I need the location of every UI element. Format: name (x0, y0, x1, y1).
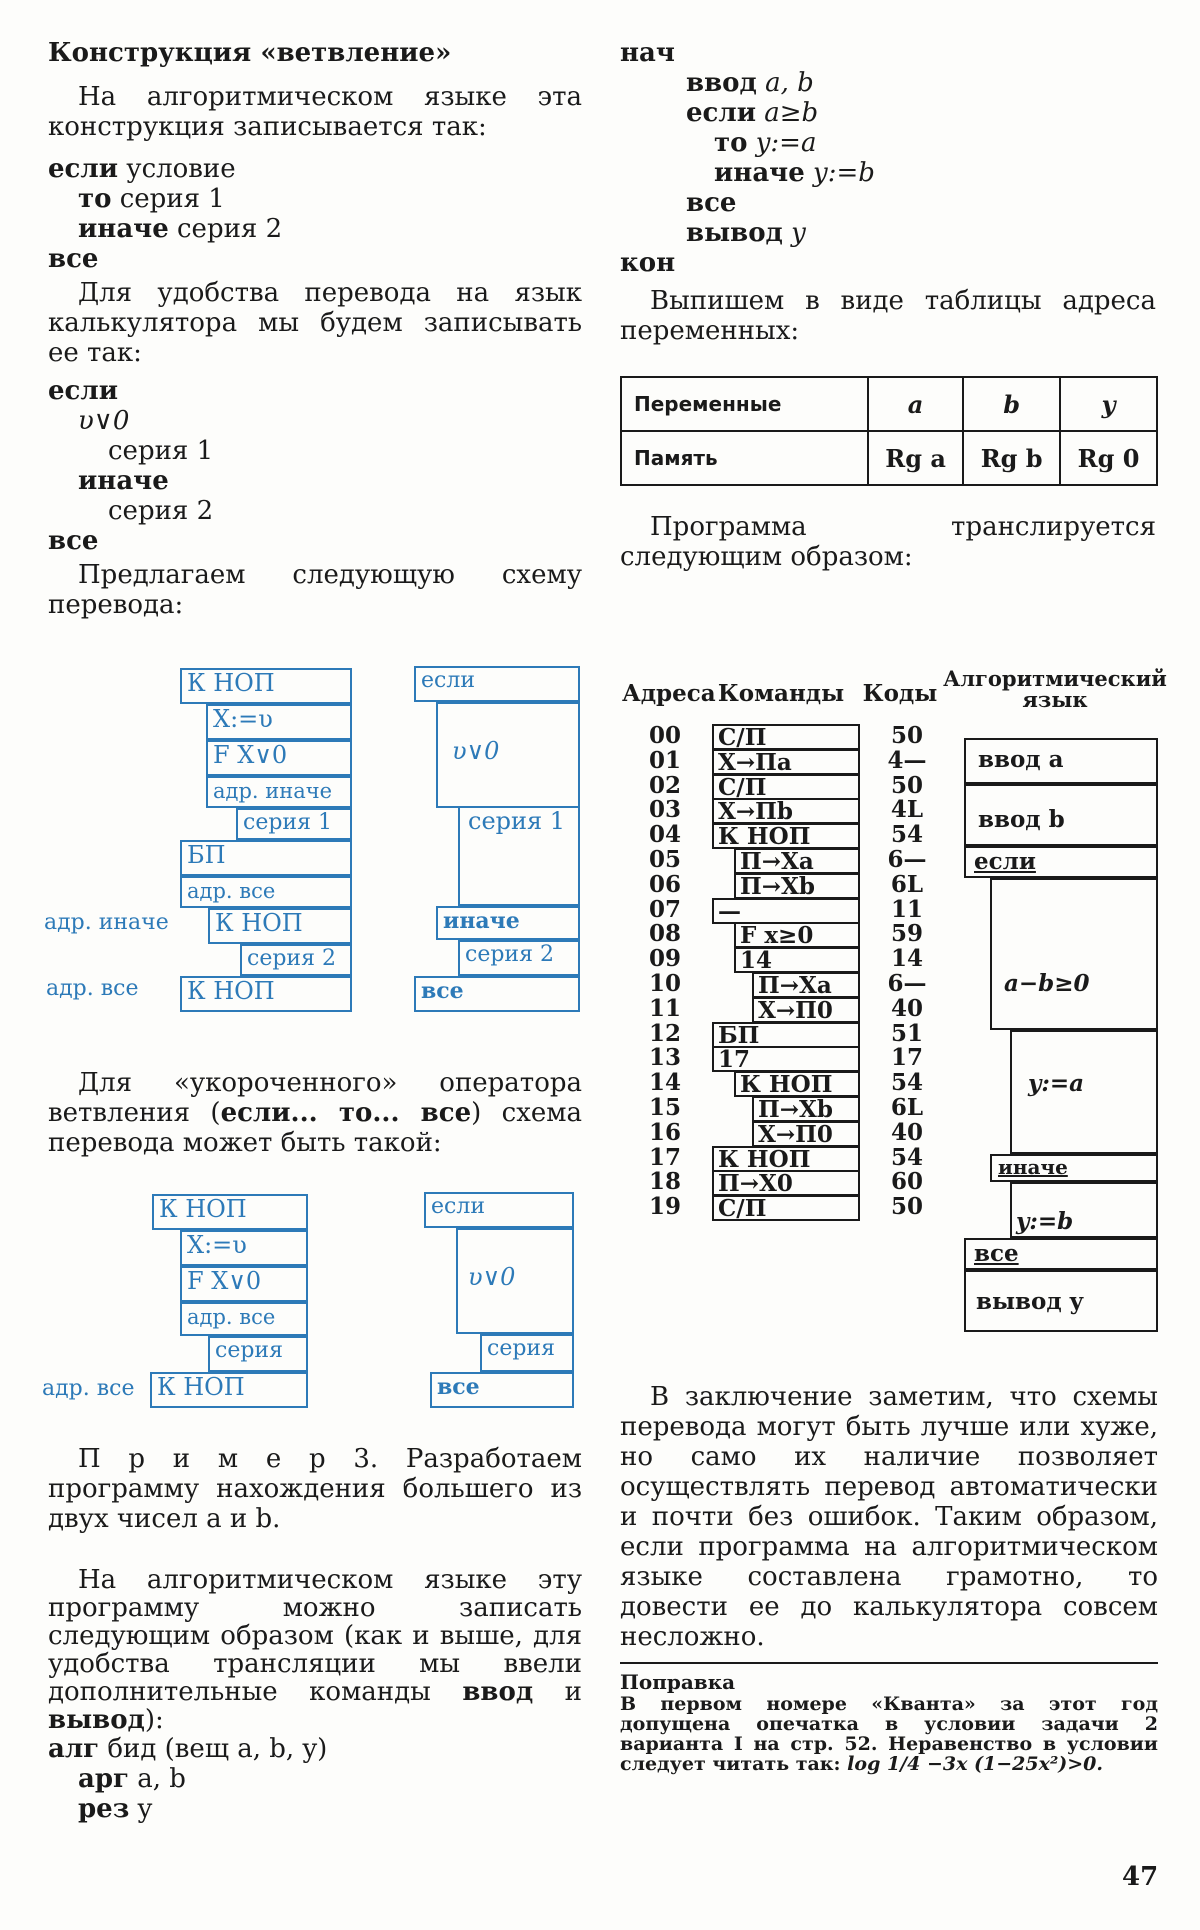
scheme1-right-box: υ∨0 (436, 702, 580, 808)
command-cell: X→Пb (712, 798, 860, 824)
code-cell: 40 (890, 995, 923, 1022)
para-translation: Программа транслируется следующим образом: (620, 512, 1156, 572)
code-cell: 50 (890, 722, 923, 749)
alg-box: все (964, 1238, 1158, 1270)
scheme2-right-box: если (424, 1192, 574, 1228)
address-cell: 01 (648, 747, 681, 774)
address-cell: 03 (648, 796, 681, 823)
command-cell: К НОП (712, 1146, 860, 1172)
address-cell: 18 (648, 1168, 681, 1195)
form-general: если условие то серия 1 иначе серия 2 все (48, 154, 283, 274)
alg-box: a−b≥0 (990, 878, 1158, 1030)
command-cell: С/П (712, 774, 860, 800)
para-scheme: Предлагаем следующую схему перевода: (48, 560, 582, 620)
scheme1-box: К НОП (180, 668, 352, 704)
code-cell: 17 (890, 1044, 923, 1071)
para-short-branch: Для «укороченного» оператора ветвления (если... то... все) схема перевода может быть такой: (48, 1068, 583, 1158)
scheme1-right-box: иначе (436, 906, 580, 940)
table-row: Память Rg a Rg b Rg 0 (621, 431, 1157, 485)
address-cell: 09 (648, 945, 681, 972)
command-cell: F x≥0 (734, 922, 860, 948)
command-cell: X→П0 (752, 1121, 860, 1147)
alg-box: ввод a (964, 738, 1158, 784)
scheme1-box: К НОП (208, 908, 352, 944)
code-cell: 4— (887, 747, 927, 774)
alg-box: y:=b (1010, 1182, 1158, 1238)
col-header-commands: Команды (717, 680, 845, 707)
erratum-divider (620, 1662, 1158, 1664)
code-cell: 6L (890, 1094, 924, 1121)
example-3: П р и м е р 3. Разработаем программу нахождения большего из двух чисел a и b. (48, 1444, 582, 1534)
scheme1-label-else: адр. иначе (44, 910, 169, 935)
address-cell: 02 (648, 772, 681, 799)
scheme1-box: серия 2 (240, 944, 352, 976)
scheme2-box: К НОП (152, 1194, 308, 1230)
page-number: 47 (1122, 1862, 1159, 1892)
erratum-title: Поправка (620, 1670, 736, 1694)
code-cell: 6— (887, 846, 927, 873)
alg-box: если (964, 846, 1158, 878)
col-header-alg-language: Алгоритмический язык (943, 666, 1167, 712)
code-cell: 51 (890, 1020, 923, 1047)
section-heading: Конструкция «ветвление» (48, 38, 452, 68)
code-cell: 40 (890, 1119, 923, 1146)
code-cell: 4L (890, 796, 924, 823)
para-var-table: Выпишем в виде таблицы адреса переменных: (620, 286, 1156, 346)
intro-paragraph: На алгоритмическом языке эта конструкция записывается так: (48, 82, 582, 142)
address-cell: 05 (648, 846, 681, 873)
command-cell: 14 (734, 947, 860, 973)
address-cell: 15 (648, 1094, 681, 1121)
address-cell: 04 (648, 821, 681, 848)
alg-box: ввод b (964, 784, 1158, 846)
form-calculator: если υ∨0 серия 1 иначе серия 2 все (48, 376, 214, 556)
code-cell: 50 (890, 1193, 923, 1220)
address-cell: 12 (648, 1020, 681, 1047)
command-cell: К НОП (734, 1071, 860, 1097)
address-cell: 10 (648, 970, 681, 997)
scheme1-label-all: адр. все (46, 976, 139, 1001)
command-cell: П→Xb (734, 873, 860, 899)
code-cell: 6L (890, 871, 924, 898)
code-cell: 6— (887, 970, 927, 997)
scheme2-right-box: серия (480, 1334, 574, 1372)
scheme1-right-box: все (414, 976, 580, 1012)
code-cell: 54 (890, 1069, 923, 1096)
address-cell: 07 (648, 896, 681, 923)
address-cell: 13 (648, 1044, 681, 1071)
scheme1-right-box: серия 1 (458, 806, 580, 906)
command-cell: 17 (712, 1046, 860, 1072)
scheme1-right-box: если (414, 666, 580, 702)
para-alg-program: На алгоритмическом языке эту программу можно записать следующим образом (как и выше, для удобства трансляции мы ввели дополнительные команды ввод и вывод): (48, 1565, 583, 1735)
address-cell: 14 (648, 1069, 681, 1096)
table-row: Переменные a b y (621, 377, 1157, 431)
alg-box: y:=a (1010, 1030, 1158, 1154)
program-body: нач ввод a, b если a≥b то y:=a иначе y:=b все вывод y кон (620, 38, 875, 278)
address-cell: 17 (648, 1144, 681, 1171)
code-cell: 60 (890, 1168, 923, 1195)
code-cell: 50 (890, 772, 923, 799)
command-cell: — (712, 898, 860, 924)
scheme2-box: К НОП (150, 1372, 308, 1408)
command-cell: П→Xb (752, 1096, 860, 1122)
address-cell: 00 (648, 722, 681, 749)
scheme1-box: адр. иначе (206, 776, 352, 808)
code-cell: 14 (890, 945, 923, 972)
command-cell: X→П0 (752, 997, 860, 1023)
scheme2-right-box: υ∨0 (456, 1228, 574, 1334)
command-cell: П→Xa (752, 972, 860, 998)
command-cell: П→X0 (712, 1170, 860, 1196)
scheme1-box: F X∨0 (206, 740, 352, 776)
scheme1-box: К НОП (180, 976, 352, 1012)
command-cell: X→Па (712, 749, 860, 775)
code-cell: 54 (890, 1144, 923, 1171)
address-cell: 16 (648, 1119, 681, 1146)
scheme2-box: серия (208, 1336, 308, 1372)
scheme2-label-all: адр. все (42, 1376, 135, 1401)
address-cell: 19 (648, 1193, 681, 1220)
address-cell: 06 (648, 871, 681, 898)
scheme2-box: F X∨0 (180, 1266, 308, 1302)
address-cell: 08 (648, 920, 681, 947)
command-cell: БП (712, 1022, 860, 1048)
command-cell: К НОП (712, 823, 860, 849)
command-cell: С/П (712, 1195, 860, 1221)
alg-header: алг бид (вещ a, b, y) арг a, b рез y (48, 1734, 328, 1824)
code-cell: 11 (890, 896, 923, 923)
scheme2-box: адр. все (180, 1302, 308, 1336)
col-header-codes: Коды (862, 680, 938, 707)
kw-if: если (48, 154, 118, 184)
alg-box: иначе (990, 1154, 1158, 1182)
code-cell: 59 (890, 920, 923, 947)
scheme1-box: серия 1 (236, 808, 352, 840)
scheme1-box: X:=υ (206, 704, 352, 740)
scheme1-box: БП (180, 840, 352, 876)
command-cell: П→Xa (734, 848, 860, 874)
col-header-addresses: Адреса (622, 680, 716, 707)
scheme1-box: адр. все (180, 876, 352, 908)
command-cell: С/П (712, 724, 860, 750)
variables-table (620, 376, 1158, 486)
erratum-text: В первом номере «Кванта» за этот год допущена опечатка в условии задачи 2 варианта I на стр. 52. Неравенство в условии следует читать так: log 1/4 −3x (1−25x²)>0. (620, 1693, 1158, 1775)
conclusion-paragraph: В заключение заметим, что схемы перевода могут быть лучше или хуже, но само их наличие позволяет осуществлять перевод автоматически и почти без ошибок. Таким образом, если программа на алгоритмическом языке составлена грамотно, то довести ее до калькулятора совсем несложно. (620, 1382, 1158, 1652)
code-cell: 54 (890, 821, 923, 848)
alg-box: вывод y (964, 1270, 1158, 1332)
scheme1-right-box: серия 2 (458, 940, 580, 976)
scheme2-right-box: все (430, 1372, 574, 1408)
scheme2-box: X:=υ (180, 1230, 308, 1266)
para-calc-form: Для удобства перевода на язык калькулятора мы будем записывать ее так: (48, 278, 582, 368)
address-cell: 11 (648, 995, 681, 1022)
